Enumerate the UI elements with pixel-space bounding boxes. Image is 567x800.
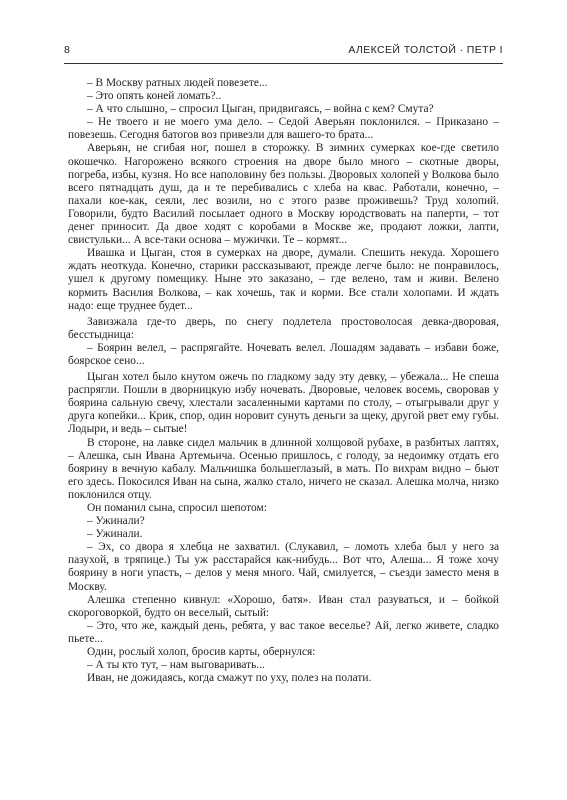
paragraph: Аверьян, не сгибая ног, пошел в сторожку. В зимних сумерках кое-где светило окошечко. Нагорожено всякого строения на дворе было много – скотные дворы, погреба, избы, кузня. Но все наполовину без пользы. Дворовых холопей у Волкова было всего пятнадцать душ, да и те перебивались с хлеба на квас. Работали, конечно, – пахали кое-как, сеяли, лес возили, но с этого разве проживешь? Труд холопий. Говорили, будто Василий посылает одного в Москву юродствовать на паперти, – тот денег приносит. Да двое ходят с коробами в Москве же, продают ложки, лапти, свистульки... А все-таки основа – мужички. Те – кормят...	[68, 142, 499, 247]
paragraph: Он поманил сына, спросил шепотом:	[87, 502, 267, 514]
paragraph: – В Москву ратных людей повезете...	[87, 77, 268, 89]
paragraph: – Эх, со двора я хлебца не захватил. (Слукавил, – ломоть хлеба был у него за пазухой, в тряпице.) Ты уж расстарайся как-нибудь... Вот что, Алеша... Я тоже хочу боярину в ноги упасть, – делов у меня много. Чай, смилуется, – съезди заместо меня в Москву.	[68, 541, 499, 593]
paragraph: – Ужинали.	[87, 528, 143, 541]
body-text	[68, 77, 499, 685]
paragraph: Иван, не дожидаясь, когда смажут по уху, полез на полати.	[87, 672, 372, 685]
paragraph: Один, рослый холоп, бросив карты, обернулся:	[87, 646, 316, 659]
paragraph: – Это, что же, каждый день, ребята, у вас такое веселье? Ай, легко живете, сладко пьете...	[68, 619, 499, 645]
paragraph: Ивашка и Цыган, стоя в сумерках на дворе, думали. Спешить некуда. Хорошего ждать неоткуда. Конечно, старики рассказывают, прежде легче было: не понравилось, ушел к другому помещику. Ныне это заказано, – где велено, там и живи. Велено кормить Василия Волкова, – как хочешь, так и корми. Все стали холопами. И ждать надо: еще труднее будет...	[68, 247, 499, 312]
paragraph: – Не твоего и не моего ума дело. – Седой Аверьян поклонился. – Приказано – повезешь. Сегодня батогов воз привезли для вашего-то брата...	[68, 116, 499, 142]
running-header	[64, 44, 503, 60]
paragraph: Завизжала где-то дверь, по снегу подлетела простоволосая девка-дворовая, бесстыдница:	[68, 315, 499, 341]
header-rule	[64, 63, 503, 64]
paragraph: – Это опять коней ломать?..	[87, 90, 222, 103]
paragraph: – Ужинали?	[87, 515, 145, 528]
paragraph: – А что слышно, – спросил Цыган, придвигаясь, – война с кем? Смута?	[87, 103, 434, 116]
paragraph: – Боярин велел, – распрягайте. Ночевать велел. Лошадям задавать – избави боже, боярское сено...	[68, 341, 499, 367]
paragraph: В стороне, на лавке сидел мальчик в длинной холщовой рубахе, в разбитых лаптях, – Алешка, сын Ивана Артемьича. Осенью пришлось, с голоду, за недоимку отдать его боярину в вечную кабалу. Мальчишка большеглазый, в мать. По вихрам видно – бьют его здесь. Покосился Иван на сына, жалко стало, ничего не сказал. Алешка молча, низко поклонился отцу.	[68, 436, 499, 501]
paragraph: Алешка степенно кивнул: «Хорошо, батя». Иван стал разуваться, и – бойкой скороговоркой, будто он веселый, сытый:	[68, 593, 499, 619]
paragraph: – А ты кто тут, – нам выговаривать...	[87, 659, 265, 672]
running-title: АЛЕКСЕЙ ТОЛСТОЙ · ПЕТР I	[348, 44, 503, 56]
paragraph: Цыган хотел было кнутом ожечь по гладкому заду эту девку, – убежала... Не спеша распрягли. Пошли в дворницкую избу ночевать. Дворовые, человек восемь, своровав у боярина сальную свечу, хлестали засаленными картами по столу, – отыгрывали друг у друга копейки... Крик, спор, один норовит сунуть деньги за щеку, другой рвет ему губы. Лодыри, и ведь – сытые!	[68, 371, 499, 436]
page-number: 8	[64, 44, 71, 56]
